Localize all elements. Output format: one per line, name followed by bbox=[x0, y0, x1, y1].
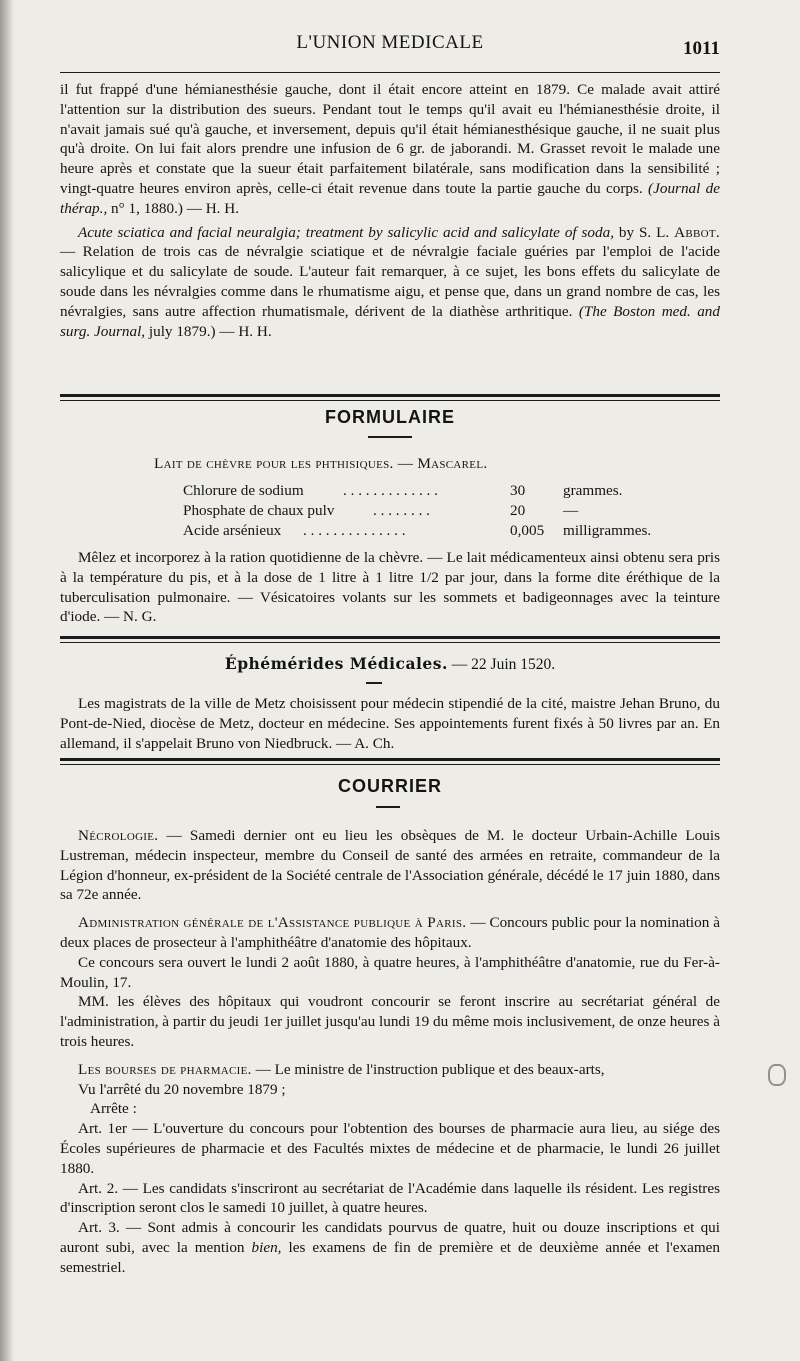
abstract-abbot-source: (The Boston med. and surg. Journal, bbox=[60, 302, 720, 340]
recipe-title bbox=[60, 454, 720, 474]
bourses-arrete: Arrête : bbox=[90, 1100, 137, 1118]
abstract-abbot-title: Acute sciatica and facial neuralgia; treatment by salicylic acid and salicylate of soda, bbox=[78, 223, 615, 241]
ingredient-name: Phosphate de chaux pulv bbox=[183, 502, 335, 519]
assistance-paragraph bbox=[60, 913, 720, 953]
abstracts-block bbox=[60, 80, 720, 341]
article-3-emphasis: bien, bbox=[251, 1238, 282, 1256]
abstract-abbot-text: — Relation de trois cas de névralgie sciatique et de névralgie faciale guéries par l'emploi de l'acide salicylique et du salicylate de soude. L'auteur fait remarquer, à ce sujet, les bons effets du salicylate de soude dans les névralgies comme dans le rhumatisme aigu, et pense que, dans un grand nombre de cas, les névralgies, sans autre affection rhumatismale, dérivent de la diathèse arthritique. bbox=[60, 243, 720, 320]
article-3-text: Art. 3. — Sont admis à concourir les candidats pourvus de quatre, huit ou douze inscriptions et qui auront subi, avec la mention bbox=[60, 1219, 720, 1256]
bourses-vu: Vu l'arrêté du 20 novembre 1879 ; bbox=[78, 1080, 286, 1098]
abstract-grasset-source: (Journal de thérap., bbox=[60, 179, 721, 217]
recipe-instructions-block bbox=[60, 548, 720, 627]
necrologie-paragraph bbox=[60, 826, 720, 905]
section-divider-bottom bbox=[60, 400, 720, 401]
section-divider-top bbox=[60, 758, 720, 761]
bourses-label: Les bourses de pharmacie. bbox=[78, 1060, 252, 1078]
assistance-text: — Concours public pour la nomination à deux places de prosecteur à l'amphithéâtre d'anatomie des hôpitaux. bbox=[60, 914, 720, 951]
heading-underline bbox=[368, 436, 412, 438]
running-title: L'UNION MEDICALE bbox=[296, 32, 484, 53]
ephemerides-date: — 22 Juin 1520. bbox=[447, 656, 556, 673]
abstract-grasset bbox=[60, 80, 720, 219]
formulaire-heading: FORMULAIRE bbox=[325, 407, 455, 427]
abstract-abbot-author: Abbot. bbox=[674, 223, 720, 241]
heading-underline bbox=[376, 806, 400, 808]
article-1: Art. 1er — L'ouverture du concours pour l'obtention des bourses de pharmacie aura lieu, au siége des Écoles supérieures de pharmacie et des Facultés mixtes de médecine et de pharmacie, le lundi 26 juillet 1880. bbox=[60, 1120, 720, 1177]
ephemerides-title: Éphémérides Médicales. bbox=[224, 654, 448, 673]
ingredient-unit: milligrammes. bbox=[563, 522, 652, 539]
ephemerides-block bbox=[60, 694, 720, 753]
ephemerides-heading bbox=[60, 654, 720, 674]
courrier-block bbox=[60, 826, 720, 1278]
assistance-label: Administration générale de l'Assistance publique à Paris. bbox=[78, 914, 467, 932]
assistance-registration: MM. les élèves des hôpitaux qui voudront concourir se feront inscrire au secrétariat général de l'administration, à partir du jeudi 1er juillet jusqu'au lundi 19 du même mois inclusivement, de onze heures à trois heures. bbox=[60, 993, 720, 1050]
courrier-heading: COURRIER bbox=[337, 776, 442, 796]
article-2: Art. 2. — Les candidats s'inscriront au secrétariat de l'Académie dans laquelle ils résident. Les registres d'inscription seront clos le samedi 10 juillet, à quatre heures. bbox=[60, 1179, 720, 1217]
ingredient-qty: 20 bbox=[510, 502, 526, 519]
page-edge-shadow bbox=[0, 0, 14, 1361]
section-divider-bottom bbox=[60, 764, 720, 765]
heading-underline bbox=[366, 682, 382, 684]
abstract-grasset-tail: n° 1, 1880.) — H. H. bbox=[107, 199, 240, 217]
section-divider-top bbox=[60, 636, 720, 639]
necrologie-text: — Samedi dernier ont eu lieu les obsèques de M. le docteur Urbain-Achille Louis Lustreman, médecin inspecteur, membre du Conseil de santé des armées en retraite, commandeur de la Légion d'honneur, ex-président de la Société centrale de l'Association générale, décédé le 17 juin 1880, dans sa 72e année. bbox=[60, 827, 720, 904]
abstract-grasset-text: il fut frappé d'une hémianesthésie gauche, dont il était encore atteint en 1879. Ce malade avait attiré l'attention sur la distribution des sueurs. Pendant tout le temps qu'il avait eu l'hémianesthésie droite, il n'avait jamais sué qu'à gauche, et inversement, depuis qu'il était hémianesthésique gauche, il ne suait plus qu'à droite. On lui fait alors prendre une infusion de 6 gr. de jaborandi. M. Grasset revoit le malade une heure après et constate que la sueur était parfaitement bilatérale, sans modification dans la sensibilité ; vingt-quatre heures environ après, celle-ci était revenue dans toute la partie gauche du corps. bbox=[60, 81, 720, 197]
abstract-abbot-by: by S. L. bbox=[614, 223, 675, 241]
ingredient-qty: 0,005 bbox=[510, 522, 545, 539]
ink-smudge bbox=[768, 1064, 786, 1086]
necrologie-label: Nécrologie. bbox=[78, 827, 159, 844]
ingredient-unit: — bbox=[563, 502, 579, 519]
abstract-abbot bbox=[60, 223, 720, 342]
assistance-date: Ce concours sera ouvert le lundi 2 août 1880, à quatre heures, à l'amphithéâtre d'anatomie, rue du Fer-à-Moulin, 17. bbox=[60, 953, 720, 991]
abstract-abbot-tail: july 1879.) — H. H. bbox=[145, 322, 272, 340]
header-rule bbox=[60, 72, 720, 73]
article-3 bbox=[60, 1218, 720, 1277]
page-header bbox=[60, 32, 720, 62]
section-divider-top bbox=[60, 394, 720, 397]
recipe-instructions: Mêlez et incorporez à la ration quotidienne de la chèvre. — Le lait médicamenteux ainsi obtenu sera pris à la température du pis, et à la dose de 1 litre à 1 litre 1/2 par jour, dans la forme dite éréthique de la tuberculisation pulmonaire. — Vésicatoires volants sur les sommets et badigeonnages avec la teinture d'iode. — N. G. bbox=[60, 549, 720, 626]
ingredient-name: Chlorure de sodium bbox=[183, 482, 304, 499]
article-3-end: les examens de fin de première et de deuxième année et l'examen semestriel. bbox=[60, 1238, 720, 1276]
ingredient-unit: grammes. bbox=[563, 482, 623, 499]
recipe-name: Lait de chèvre pour les phthisiques. bbox=[154, 455, 394, 472]
ingredient-name: Acide arsénieux bbox=[183, 522, 282, 539]
ingredient-dots: . . . . . . . . . . . . . . bbox=[303, 522, 406, 539]
ingredient-dots: . . . . . . . . bbox=[373, 502, 430, 519]
page-number: 1011 bbox=[683, 38, 720, 59]
section-divider-bottom bbox=[60, 642, 720, 643]
ingredient-dots: . . . . . . . . . . . . . bbox=[343, 482, 438, 499]
ephemerides-text: Les magistrats de la ville de Metz choisissent pour médecin stipendié de la cité, maistre Jehan Bruno, du Pont-de-Nied, diocèse de Metz, docteur en médecine. Ses appointements furent fixés à 50 livres par an. En allemand, il s'appelait Bruno von Niedbruck. — A. Ch. bbox=[60, 695, 720, 752]
ingredient-qty: 30 bbox=[510, 482, 526, 499]
bourses-text: — Le ministre de l'instruction publique et des beaux-arts, bbox=[251, 1060, 605, 1078]
recipe-author: — Mascarel. bbox=[393, 455, 488, 472]
bourses-paragraph bbox=[60, 1060, 720, 1080]
